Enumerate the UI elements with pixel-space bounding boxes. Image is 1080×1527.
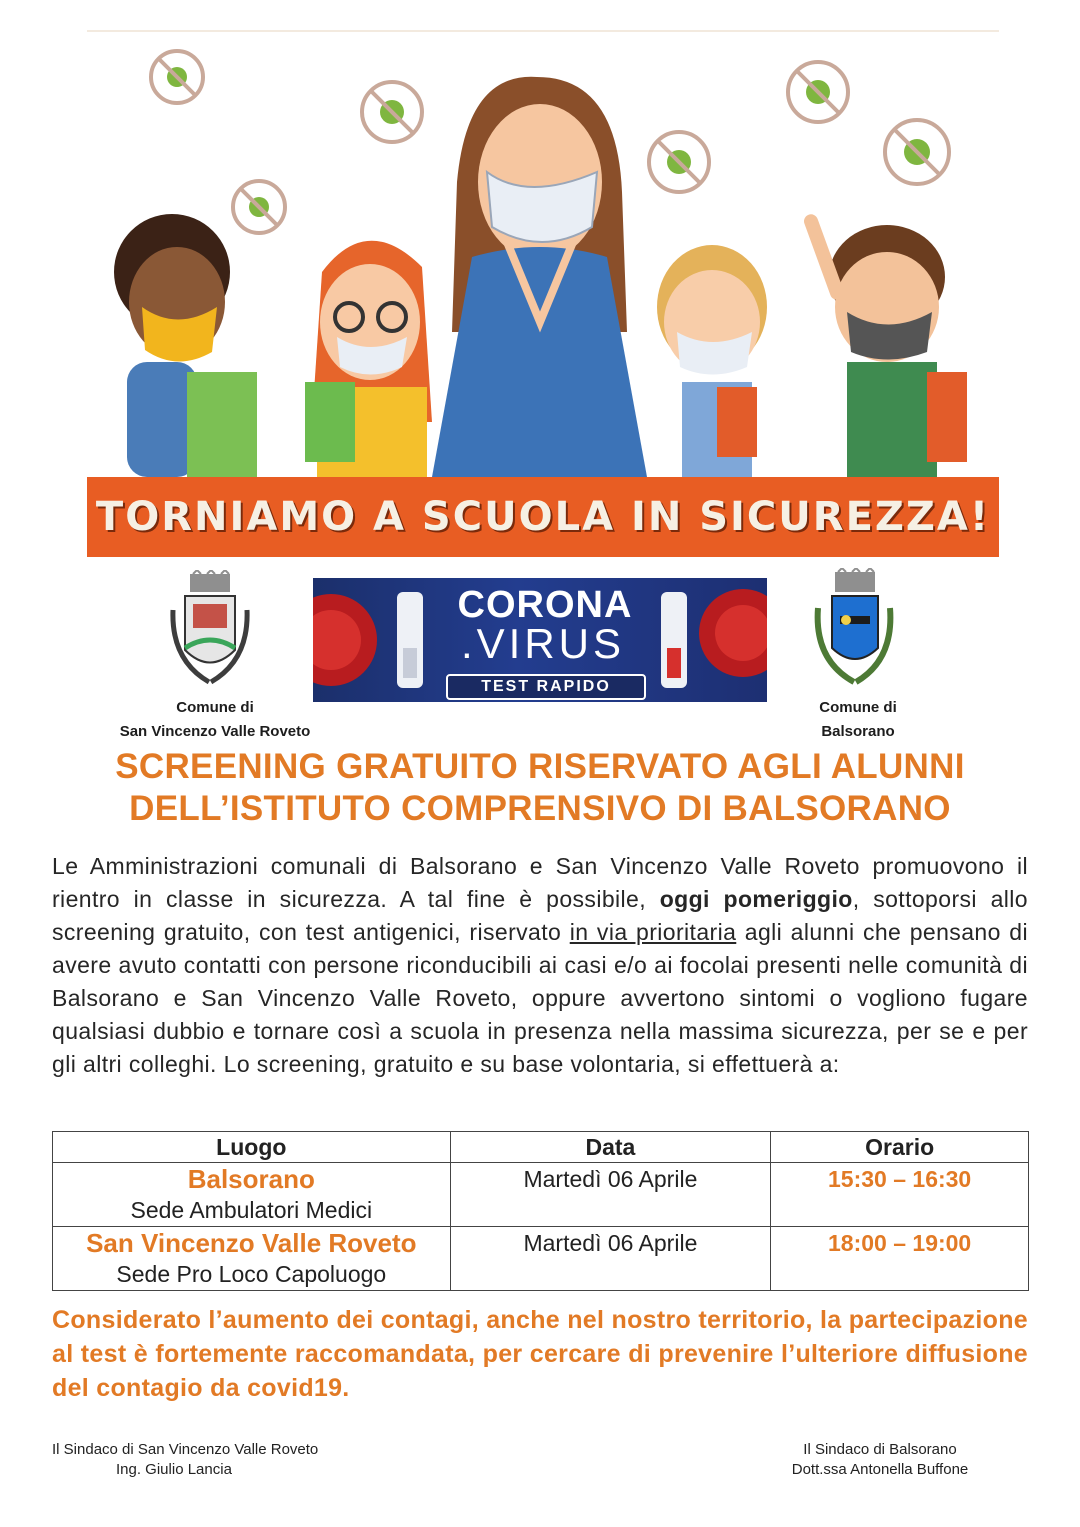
right-municipality-caption <box>790 696 926 744</box>
table-row <box>53 1227 1029 1291</box>
child-figure <box>657 245 767 477</box>
headline-line1: SCREENING GRATUITO RISERVATO AGLI ALUNNI <box>115 747 965 786</box>
coronavirus-test-banner <box>313 578 767 702</box>
left-caption-line1: Comune di <box>176 699 254 716</box>
no-virus-icon <box>151 51 203 103</box>
hero-banner-text: TORNIAMO A SCUOLA IN SICUREZZA! <box>95 494 991 540</box>
date-value: Martedì 06 Aprile <box>523 1230 698 1256</box>
closing-statement: Considerato l’aumento dei contagi, anche nel nostro territorio, la partecipazione al test è fortemente raccomandata, per cercare di prevenire l’ulteriore diffusione del contagio da covid19. <box>52 1306 1028 1402</box>
rapid-test-tag: TEST RAPIDO <box>446 674 646 700</box>
place-name: Balsorano <box>187 1164 315 1194</box>
right-signature-role: Il Sindaco di Balsorano <box>803 1441 957 1458</box>
left-caption-line2: San Vincenzo Valle Roveto <box>119 723 311 740</box>
time-cell <box>771 1227 1029 1291</box>
no-virus-icon <box>885 120 949 184</box>
hero-illustration <box>87 30 999 557</box>
covid-subtitle: .VIRUS <box>460 620 626 667</box>
place-site: Sede Pro Loco Capoluogo <box>116 1261 387 1287</box>
san-vincenzo-crest-icon <box>165 570 255 698</box>
time-value: 15:30 – 16:30 <box>828 1166 972 1192</box>
place-cell <box>53 1227 451 1291</box>
left-signature-name: Ing. Giulio Lancia <box>116 1461 232 1478</box>
paragraph-bold: oggi pomeriggio <box>659 886 853 912</box>
date-value: Martedì 06 Aprile <box>523 1166 698 1192</box>
no-virus-icon <box>649 132 709 192</box>
header-luogo: Luogo <box>53 1132 451 1163</box>
header-orario: Orario <box>771 1132 1029 1163</box>
place-site: Sede Ambulatori Medici <box>130 1197 373 1223</box>
no-virus-icon <box>362 82 422 142</box>
right-signature <box>760 1440 1000 1480</box>
child-figure <box>305 241 432 477</box>
headline-line2: DELL’ISTITUTO COMPRENSIVO DI BALSORANO <box>129 789 951 828</box>
left-municipality-caption <box>105 696 325 744</box>
child-figure <box>114 214 257 477</box>
screening-schedule-table <box>52 1131 1029 1291</box>
time-cell <box>771 1163 1029 1227</box>
right-caption-line1: Comune di <box>819 699 897 716</box>
headline <box>20 746 1060 830</box>
balsorano-crest-icon <box>808 568 900 698</box>
paragraph-part3: agli alunni che pensano di avere avuto contatti con persone riconducibili ai casi e/o ai focolai presenti nelle comunità di Balsorano e San Vincenzo Valle Roveto, oppure avvertono sintomi o vogliono fugare qualsiasi dubbio e tornare così a scuola in presenza nella massima sicurezza, per se e per gli altri colleghi. Lo screening, gratuito e su base volontaria, si effettuerà a: <box>52 919 1028 1077</box>
left-signature <box>52 1440 352 1480</box>
classroom-illustration <box>87 32 999 477</box>
child-figure <box>802 212 967 477</box>
no-virus-icon <box>233 181 285 233</box>
hero-banner <box>87 477 999 557</box>
place-cell <box>53 1163 451 1227</box>
date-cell <box>450 1227 771 1291</box>
place-name: San Vincenzo Valle Roveto <box>86 1228 417 1258</box>
table-row <box>53 1163 1029 1227</box>
intro-paragraph <box>52 850 1028 1081</box>
paragraph-part2: , sottoporsi allo screening gratuito, con test antigenici, riservato <box>52 886 1028 945</box>
teacher-figure <box>432 77 647 477</box>
left-signature-role: Il Sindaco di San Vincenzo Valle Roveto <box>52 1441 319 1458</box>
covid-title: CORONA <box>457 584 633 626</box>
header-data: Data <box>450 1132 771 1163</box>
no-virus-icon <box>788 62 848 122</box>
date-cell <box>450 1163 771 1227</box>
time-value: 18:00 – 19:00 <box>828 1230 972 1256</box>
right-signature-name: Dott.ssa Antonella Buffone <box>791 1461 969 1478</box>
right-caption-line2: Balsorano <box>821 723 895 740</box>
paragraph-underline: in via prioritaria <box>569 919 737 945</box>
paragraph-part1: Le Amministrazioni comunali di Balsorano e San Vincenzo Valle Roveto promuovono il rientro in classe in sicurezza. A tal fine è possibile, <box>52 853 1028 912</box>
table-header-row <box>53 1132 1029 1163</box>
